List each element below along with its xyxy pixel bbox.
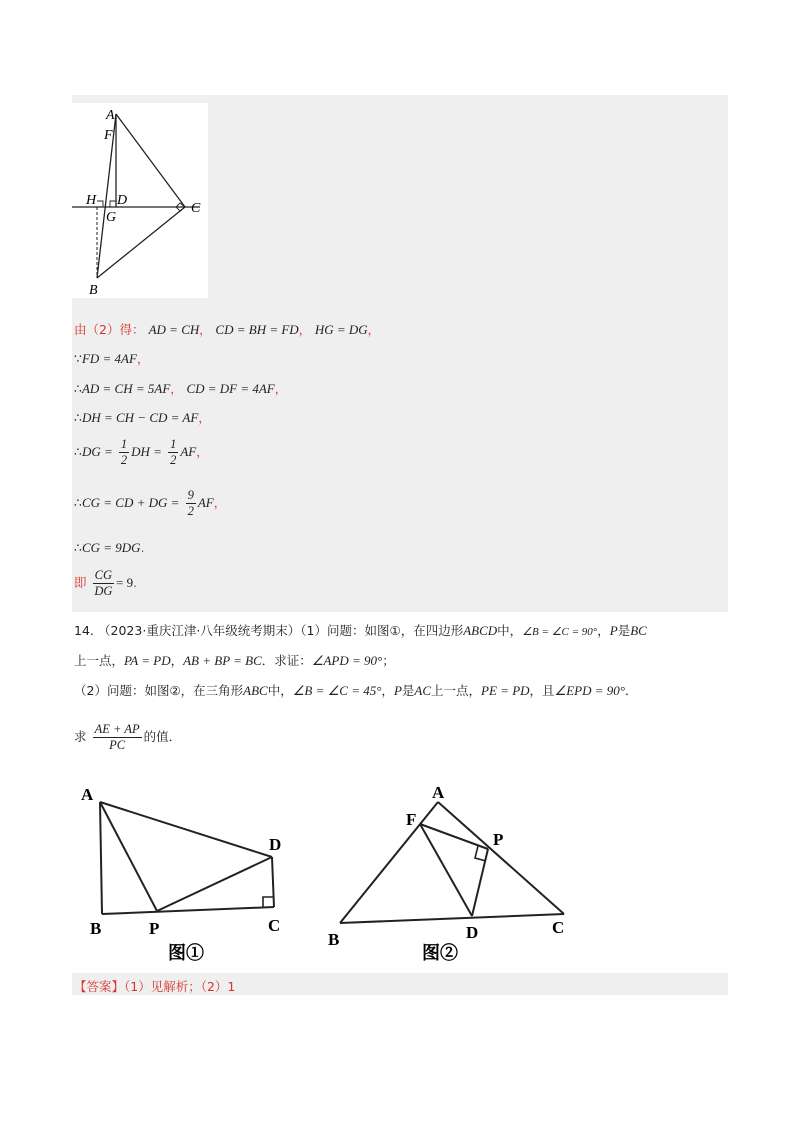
line6-prefix: ∴	[74, 495, 82, 510]
fig1-label-p: P	[149, 919, 160, 938]
problem-p3-a: （2）问题：如图②，在三角形	[74, 683, 244, 698]
solution-line-5	[74, 437, 208, 468]
fig2-caption: 图②	[422, 943, 458, 963]
line8-rhs: = 9	[116, 575, 134, 590]
problem-p3-e3: ∠EPD = 90°	[554, 683, 625, 698]
problem-p1-BC: BC	[630, 623, 647, 638]
problem-p2-d: ；	[382, 653, 395, 668]
figure-1	[72, 780, 302, 970]
solution-line-4	[74, 409, 210, 426]
fig1-label-a: A	[81, 785, 94, 804]
label-f: F	[104, 128, 113, 143]
problem-p1-c: ，	[597, 623, 610, 638]
problem-f-den: PC	[109, 738, 126, 752]
problem-p3-c: ，	[381, 683, 394, 698]
problem-p2-a: 上一点，	[74, 653, 125, 668]
line1-prefix: 由（2）得：	[74, 322, 145, 337]
answer-text: （1）见解析；（2）1	[124, 979, 236, 994]
label-c: C	[191, 201, 201, 216]
problem-source: （2023·重庆江津·八年级统考期末）	[98, 623, 301, 638]
line4-prefix: ∴	[74, 410, 82, 425]
line8-f-den: DG	[94, 584, 113, 598]
problem-p2-e2: AB + BP = BC	[183, 653, 262, 668]
line6-f-num: 9	[187, 488, 194, 502]
problem-p1-quad: ABCD	[463, 623, 498, 638]
fig1-right-angle-c	[263, 897, 273, 907]
problem-p1-cond: ∠B = ∠C = 90°	[522, 626, 598, 638]
line6-f-den: 2	[187, 504, 194, 518]
line6-lhs: CG = CD + DG =	[81, 495, 180, 510]
problem-line-4	[74, 722, 181, 753]
fig2-label-c: C	[552, 918, 565, 937]
line5-sep: ，	[196, 445, 209, 459]
line3-sep1: ，	[170, 382, 183, 396]
problem-p4-a: 求	[74, 729, 87, 744]
problem-p3-g: ．	[624, 683, 638, 698]
answer-tag: 【答案】	[74, 979, 125, 994]
line5-f2-num: 1	[170, 437, 177, 451]
problem-number: 14.	[74, 623, 94, 638]
solution-line-8	[74, 568, 137, 599]
solution-line-1	[74, 320, 380, 338]
line2-sep: ，	[136, 352, 149, 366]
problem-p4-b: 的值．	[143, 729, 182, 744]
answer-line	[74, 977, 235, 995]
problem-line-2	[74, 651, 395, 669]
label-h: H	[86, 193, 97, 208]
label-b: B	[89, 283, 98, 298]
solution-line-7	[74, 540, 144, 556]
problem-p3-b: 中，	[267, 683, 293, 698]
problem-p1-P: P	[609, 623, 618, 638]
fig1-label-d: D	[269, 835, 282, 854]
problem-f-num: AE + AP	[94, 722, 140, 736]
problem-p3-AC: AC	[414, 683, 432, 698]
line5-mid: DH =	[131, 444, 162, 459]
problem-line-1	[74, 621, 647, 639]
line3-expr2: CD = DF = 4AF	[186, 381, 275, 396]
line1-expr2: CD = BH = FD	[215, 322, 299, 337]
problem-p3-tri: ABC	[243, 683, 268, 698]
fig2-line-fd	[420, 824, 472, 916]
fig2-label-b: B	[328, 930, 340, 949]
label-a: A	[106, 108, 115, 123]
fig2-line-bc	[340, 914, 564, 923]
solution-line-2	[74, 350, 149, 367]
line7-prefix: ∴	[74, 540, 82, 555]
figure-2	[326, 780, 586, 970]
line3-sep2: ，	[274, 382, 287, 396]
line6-sep: ，	[213, 496, 226, 510]
label-d: D	[117, 193, 128, 208]
line5-prefix: ∴	[74, 444, 82, 459]
solution-line-6	[74, 488, 226, 519]
line7-expr: CG = 9DG	[81, 540, 141, 555]
fig2-line-ac	[438, 802, 564, 914]
fig1-line-pd	[157, 857, 272, 911]
line4-expr: DH = CH − CD = AF	[81, 410, 199, 425]
problem-p1-a: （1）问题：如图①，在四边形	[300, 623, 464, 638]
line5-fraction1	[119, 437, 129, 468]
problem-p1-d: 是	[617, 623, 631, 638]
line5-f1-den: 2	[120, 453, 128, 467]
line1-sep3: ，	[367, 323, 380, 337]
line1-expr1: AD = CH	[148, 322, 200, 337]
line1-sep2: ，	[298, 323, 311, 337]
fig1-line-bc	[102, 907, 274, 914]
solution-figure	[72, 103, 208, 298]
line4-sep: ，	[198, 411, 211, 425]
line2-expr: FD = 4AF	[81, 351, 137, 366]
label-g: G	[106, 210, 117, 225]
line1-expr3: HG = DG	[314, 322, 368, 337]
line1-sep1: ，	[199, 323, 212, 337]
line6-rhs: AF	[197, 495, 214, 510]
line5-f2-den: 2	[170, 453, 177, 467]
line5-lhs: DG =	[81, 444, 113, 459]
problem-p3-P: P	[393, 683, 402, 698]
problem-line-3	[74, 681, 637, 699]
problem-p2-e3: ∠APD = 90°	[311, 653, 383, 668]
line8-end: .	[133, 576, 137, 590]
solution-line-3	[74, 380, 287, 397]
line6-fraction	[186, 488, 196, 519]
problem-p3-e1: ∠B = ∠C = 45°	[292, 683, 382, 698]
line8-f-num: CG	[94, 568, 113, 582]
line8-fraction	[93, 568, 114, 599]
fig1-caption: 图①	[168, 943, 204, 963]
fig1-label-c: C	[268, 916, 281, 935]
problem-p1-b: 中，	[497, 623, 523, 638]
problem-p3-e: 上一点，	[431, 683, 482, 698]
fig2-line-ba	[340, 802, 438, 923]
fig1-line-cd	[272, 857, 274, 907]
fig2-label-d: D	[466, 923, 479, 942]
problem-fraction	[93, 722, 142, 753]
fig1-line-ab	[100, 802, 102, 914]
fig2-label-a: A	[432, 783, 445, 802]
line8-prefix: 即	[74, 575, 87, 590]
line3-expr1: AD = CH = 5AF	[81, 381, 171, 396]
problem-p2-b: ，	[170, 653, 184, 668]
problem-p3-f: ，且	[529, 683, 555, 698]
line5-fraction2	[168, 437, 178, 468]
fig1-line-ad	[100, 802, 272, 857]
problem-p3-e2: PE = PD	[481, 683, 530, 698]
line5-f1-num: 1	[120, 437, 128, 451]
problem-p2-e1: PA = PD	[124, 653, 171, 668]
line3-prefix: ∴	[74, 381, 82, 396]
fig2-label-p: P	[493, 830, 504, 849]
problem-p3-d: 是	[401, 683, 415, 698]
problem-p2-c: ．求证：	[261, 653, 312, 668]
line2-prefix: ∵	[74, 351, 82, 366]
fig1-label-b: B	[90, 919, 102, 938]
fig2-label-f: F	[406, 810, 417, 829]
line7-end: .	[140, 541, 145, 555]
line5-rhs: AF	[180, 444, 197, 459]
